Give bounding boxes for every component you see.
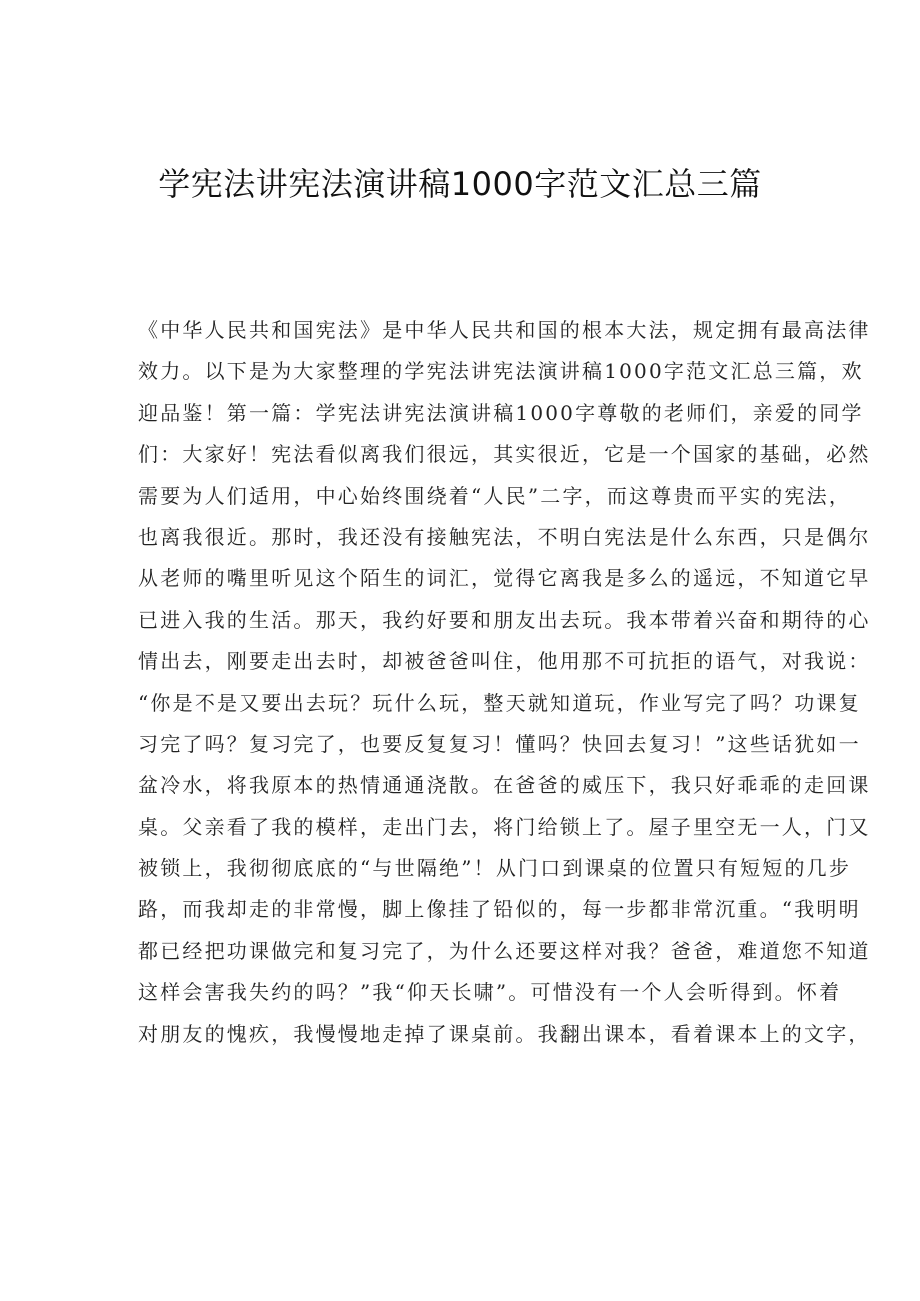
body-line: 路，而我却走的非常慢，脚上像挂了铅似的，每一步都非常沉重。“我明明 <box>138 897 861 922</box>
body-line: “你是不是又要出去玩？玩什么玩，整天就知道玩，作业写完了吗？功课复 <box>138 690 861 715</box>
body-line: 对朋友的愧疚，我慢慢地走掉了课桌前。我翻出课本，看着课本上的文字， <box>138 1021 871 1046</box>
body-line: 习完了吗？复习完了，也要反复复习！懂吗？快回去复习！”这些话犹如一 <box>138 731 861 756</box>
body-line: 桌。父亲看了我的模样，走出门去，将门给锁上了。屋子里空无一人，门又 <box>138 814 871 839</box>
body-line: 都已经把功课做完和复习完了，为什么还要这样对我？爸爸，难道您不知道 <box>138 938 871 963</box>
document-title: 学宪法讲宪法演讲稿1000字范文汇总三篇 <box>158 165 762 203</box>
body-line: 《中华人民共和国宪法》是中华人民共和国的根本大法，规定拥有最高法律 <box>138 318 871 342</box>
body-line: 情出去，刚要走出去时，却被爸爸叫住，他用那不可抗拒的语气，对我说： <box>138 649 871 674</box>
body-line: 盆冷水，将我原本的热情通通浇散。在爸爸的威压下，我只好乖乖的走回课 <box>138 773 871 798</box>
body-line: 也离我很近。那时，我还没有接触宪法，不明白宪法是什么东西，只是偶尔 <box>138 524 871 549</box>
body-line: 这样会害我失约的吗？”我“仰天长啸”。可惜没有一个人会听得到。怀着 <box>138 980 842 1005</box>
body-line: 们：大家好！宪法看似离我们很远，其实很近，它是一个国家的基础，必然 <box>138 442 871 467</box>
body-line: 从老师的嘴里听见这个陌生的词汇，觉得它离我是多么的遥远，不知道它早 <box>138 566 871 591</box>
body-line: 效力。以下是为大家整理的学宪法讲宪法演讲稿1000字范文汇总三篇，欢 <box>138 359 864 384</box>
body-line: 需要为人们适用，中心始终围绕着“人民”二字，而这尊贵而平实的宪法， <box>138 483 852 508</box>
body-line: 迎品鉴！第一篇：学宪法讲宪法演讲稿1000字尊敬的老师们，亲爱的同学 <box>138 400 864 425</box>
document-body <box>138 310 871 1055</box>
body-line: 被锁上，我彻彻底底的“与世隔绝”！从门口到课桌的位置只有短短的几步 <box>138 856 852 881</box>
body-line: 已进入我的生活。那天，我约好要和朋友出去玩。我本带着兴奋和期待的心 <box>138 607 871 632</box>
